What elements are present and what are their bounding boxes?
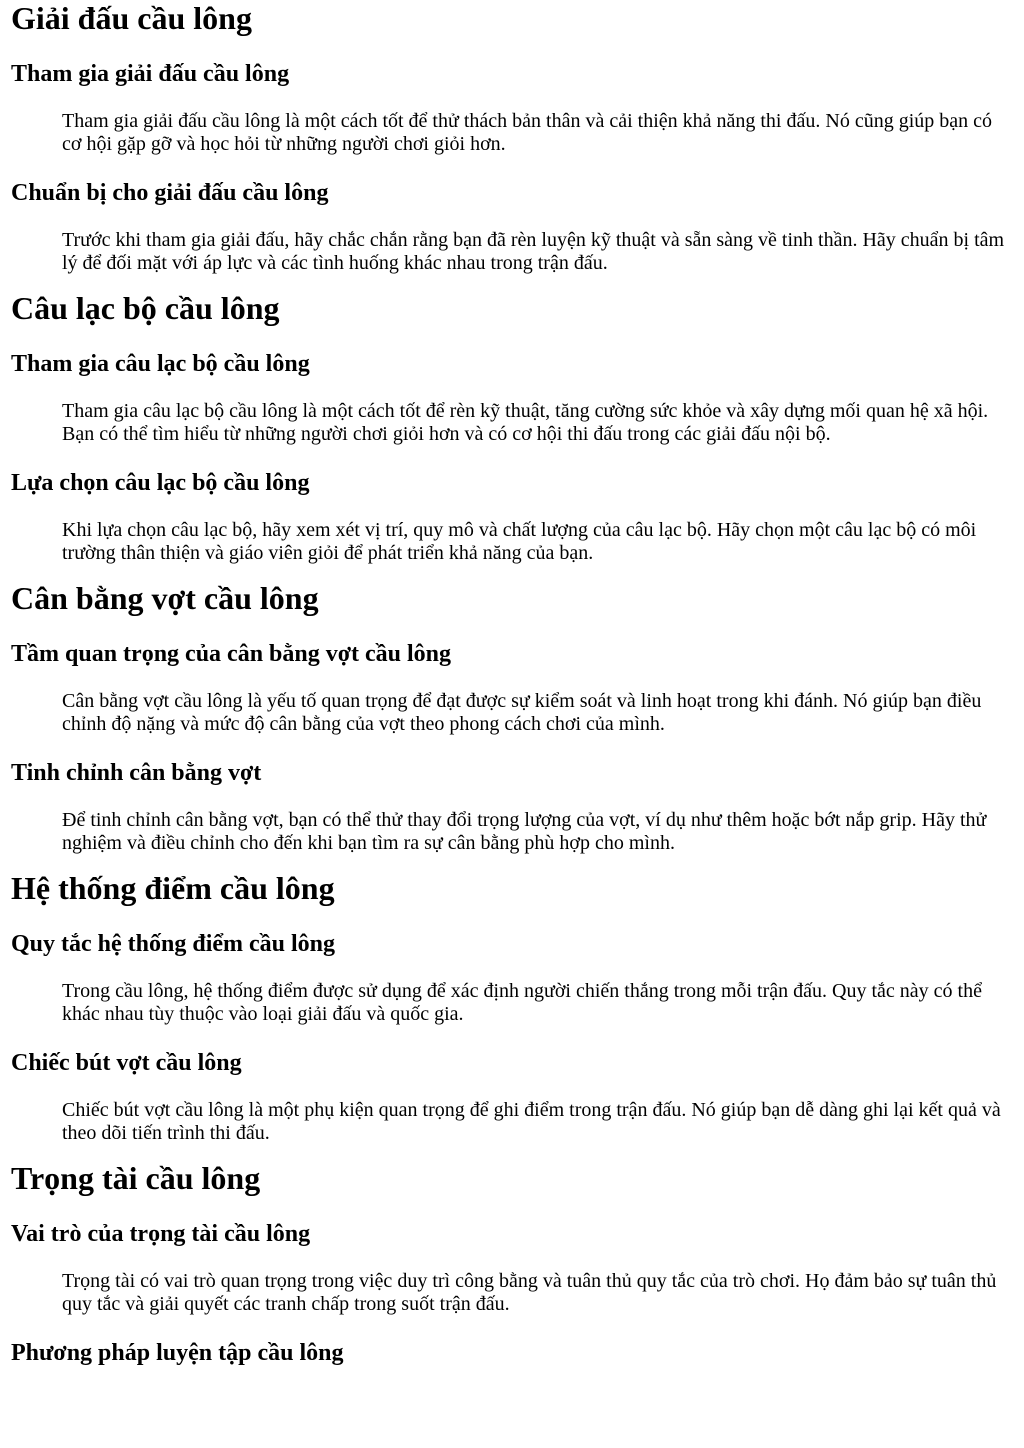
- section-title: Hệ thống điểm cầu lông: [11, 870, 335, 906]
- subsection-text: Tham gia giải đấu cầu lông là một cách tốt để thử thách bản thân và cải thiện khả năng thi đấu. Nó cũng giúp bạn có cơ hội gặp gỡ và học hỏi từ những người chơi giỏi hơn.: [62, 110, 992, 155]
- subsection-text: Tham gia câu lạc bộ cầu lông là một cách tốt để rèn kỹ thuật, tăng cường sức khỏe và xây dựng mối quan hệ xã hội. Bạn có thể tìm hiểu từ những người chơi giỏi hơn và có cơ hội thi đấu trong các giải đấu nội bộ.: [62, 400, 989, 445]
- subsection-heading: Tham gia câu lạc bộ cầu lông: [11, 351, 310, 377]
- subsection-heading: Chuẩn bị cho giải đấu cầu lông: [11, 180, 329, 206]
- subsection-text: Khi lựa chọn câu lạc bộ, hãy xem xét vị trí, quy mô và chất lượng của câu lạc bộ. Hãy chọn một câu lạc bộ có môi trường thân thiện và giáo viên giỏi để phát triển khả năng của bạn.: [62, 519, 977, 564]
- subsection-text: Trước khi tham gia giải đấu, hãy chắc chắn rằng bạn đã rèn luyện kỹ thuật và sẵn sàng về tinh thần. Hãy chuẩn bị tâm lý để đối mặt với áp lực và các tình huống khác nhau trong trận đấu.: [62, 229, 1005, 274]
- subsection-text: Trong cầu lông, hệ thống điểm được sử dụng để xác định người chiến thắng trong mỗi trận đấu. Quy tắc này có thể khác nhau tùy thuộc vào loại giải đấu và quốc gia.: [62, 980, 982, 1025]
- subsection-heading: Chiếc bút vợt cầu lông: [11, 1050, 242, 1076]
- subsection-heading: Vai trò của trọng tài cầu lông: [11, 1221, 311, 1247]
- subsection-text: Trọng tài có vai trò quan trọng trong việc duy trì công bằng và tuân thủ quy tắc của trò chơi. Họ đảm bảo sự tuân thủ quy tắc và giải quyết các tranh chấp trong suốt trận đấu.: [62, 1270, 997, 1315]
- subsection-heading: Phương pháp luyện tập cầu lông: [11, 1340, 344, 1366]
- section-title: Câu lạc bộ cầu lông: [11, 290, 280, 326]
- subsection-text: Chiếc bút vợt cầu lông là một phụ kiện quan trọng để ghi điểm trong trận đấu. Nó giúp bạn dễ dàng ghi lại kết quả và theo dõi tiến trình thi đấu.: [62, 1099, 1001, 1144]
- subsection-heading: Tinh chỉnh cân bằng vợt: [11, 760, 262, 786]
- subsection-heading: Tham gia giải đấu cầu lông: [11, 61, 290, 87]
- section-title: Cân bằng vợt cầu lông: [11, 580, 319, 616]
- subsection-heading: Lựa chọn câu lạc bộ cầu lông: [11, 470, 310, 496]
- subsection-heading: Quy tắc hệ thống điểm cầu lông: [11, 931, 336, 957]
- subsection-text: Để tinh chỉnh cân bằng vợt, bạn có thể thử thay đổi trọng lượng của vợt, ví dụ như thêm hoặc bớt nắp grip. Hãy thử nghiệm và điều chỉnh cho đến khi bạn tìm ra sự cân bằng phù hợp cho mình.: [62, 809, 987, 854]
- section-referee: [11, 1160, 1016, 1375]
- section-title: Trọng tài cầu lông: [11, 1160, 261, 1196]
- section-tournament: [11, 0, 1016, 275]
- section-club: [11, 290, 1016, 565]
- subsection-text: Cân bằng vợt cầu lông là yếu tố quan trọng để đạt được sự kiểm soát và linh hoạt trong khi đánh. Nó giúp bạn điều chỉnh độ nặng và mức độ cân bằng của vợt theo phong cách chơi của mình.: [62, 690, 982, 735]
- section-title: Giải đấu cầu lông: [11, 0, 252, 36]
- section-racket-balance: [11, 580, 1016, 855]
- subsection-heading: Tầm quan trọng của cân bằng vợt cầu lông: [11, 641, 452, 667]
- section-scoring: [11, 870, 1016, 1145]
